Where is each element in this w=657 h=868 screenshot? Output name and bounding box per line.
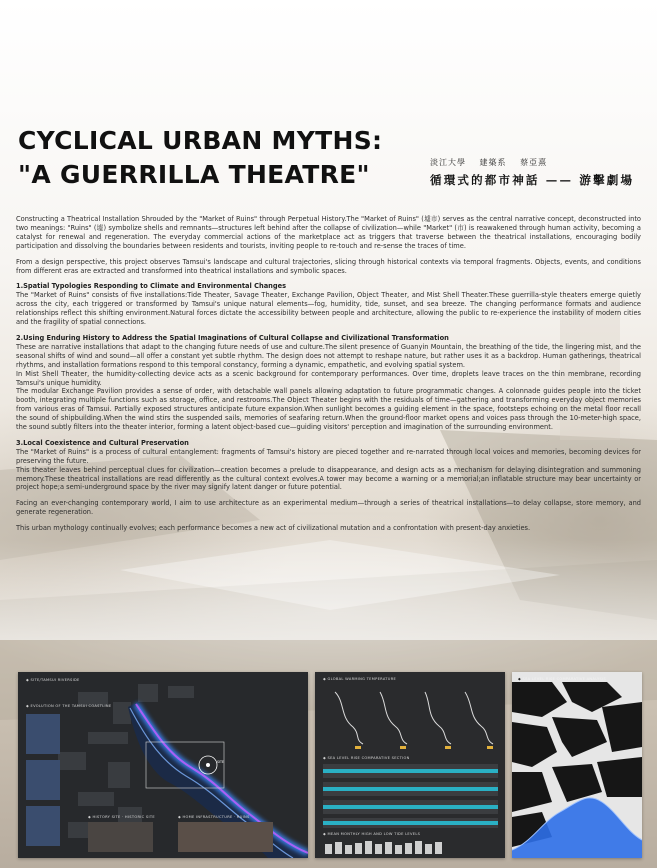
section-3-paragraph-2: This theater leaves behind perceptual clues for civilization—creation becomes a prelude to disappearance, and design acts as a mechanism for delaying disintegration and summoning memory.These theatrical installations are read differently as the cultural context evolves.A tower may become a warning or a memorial;an inflatable structure may bear uncertainty or project hope;a semi-underground space by the river may signify latent danger or future potential. [16, 465, 641, 492]
author-info [430, 157, 557, 168]
coastline-thumb-3 [26, 806, 60, 846]
section-2-heading: 2.Using Enduring History to Address the Spatial Imaginations of Cultural Collapse and Civilizational Transformation [16, 333, 449, 342]
section-2-paragraph-1: These are narrative installations that adapt to the changing future needs of use and culture.The silent presence of Guanyin Mountain, the breathing of the tide, the lingering mist, and the seasonal shifts of wind and sound—all offer a constant yet subtle rhythm. The design does not attempt to reshape nature, but rather uses it as a backdrop. Human gatherings, theatrical rhythms, and installation formations respond to this temporal constancy, forming a dynamic, empathetic, and evolving spatial system. [16, 342, 641, 369]
intro-paragraph-1: Constructing a Theatrical Installation Shrouded by the "Market of Ruins" through Perpetual History.The "Market of Ruins" (墟市) serves as the central narrative concept, deconstructed into two meanings: "Ruins" (墟) symbolize shells and remnants—structures left behind after the collapse of civilization—while "Market" (市) is reawakened through human activity, becoming a catalyst for renewal and regeneration. The everyday commercial actions of the marketplace act as triggers that traverse between the theatrical installations, encouraging bodily participation and dissolving the boundaries between residents and tourists, inviting people to re-touch and re-sense the traces of time. [16, 215, 641, 250]
tide-label: ◆ MEAN MONTHLY HIGH AND LOW TIDE LEVELS [323, 832, 420, 836]
site-map [18, 672, 308, 858]
closing-paragraph-2: This urban mythology continually evolves; each performance becomes a new act of civilizational mutation and a confrontation with present-day anxieties. [16, 524, 531, 533]
coastline-diagrams [315, 682, 505, 752]
site-tag: SITE [217, 760, 224, 764]
section-1-paragraph: The "Market of Ruins" consists of five installations:Tide Theater, Savage Theater, Exchange Pavilion, Object Theater, and Mist Shell Theater.These guerrilla-style theaters emerge quietly across the city, each triggered or transformed by Tamsui's unique natural elements—fog, humidity, tide, sunset, and sea breeze. The changing performance formats and audience relationships reflect this shifting environment.Natural forces dictate the accessibility between people and architecture, allowing the public to re-experience the instability of modern cities and the fragility of spatial connections. [16, 291, 641, 327]
history-site-label: ◆ HISTORY SITE · HISTORIC SITE [88, 815, 155, 819]
sea-level-map-panel [512, 672, 642, 858]
title-line-2: "A GUERRILLA THEATRE" [18, 160, 370, 189]
section-strip-1 [323, 764, 498, 778]
sea-rise-label: ◆ SEA LEVEL RISE COMPARATIVE SECTION [323, 756, 410, 760]
site-label: ◆ SITE/TAMSUI RIVERSIDE [26, 678, 80, 682]
section-2 [16, 334, 641, 432]
section-1 [16, 282, 641, 327]
section-3-paragraph-1: The "Market of Ruins" is a process of cultural entanglement: fragments of Tamsui's history are pieced together and re-narrated through local voices and memories, becoming devices for preserving the future. [16, 447, 641, 465]
coastline-thumb-1 [26, 714, 60, 754]
section-3-heading: 3.Local Coexistence and Cultural Preservation [16, 438, 189, 447]
section-3 [16, 439, 641, 492]
section-strip-4 [323, 818, 498, 828]
section-strip-3 [323, 800, 498, 814]
section-1-heading: 1.Spatial Typologies Responding to Climate and Environmental Changes [16, 282, 287, 291]
title-line-1: CYCLICAL URBAN MYTHS: [18, 126, 383, 155]
climate-diagram-panel [315, 672, 505, 858]
sea-level-label: ◆ SEA LEVEL RISE COMPARATIVE ANALYSIS [518, 677, 606, 681]
section-strip-2 [323, 782, 498, 796]
warming-label: ◆ GLOBAL WARMING TEMPERATURE [323, 677, 396, 681]
closing-paragraph-1: Facing an ever-changing contemporary world, I aim to use architecture as an experimental medium—through a series of theatrical installations—to delay collapse, store memory, and generate regeneration. [16, 499, 641, 517]
site-map-panel [18, 672, 308, 858]
section-2-paragraph-3: The modular Exchange Pavilion provides a sense of order, with detachable wall panels allowing adaptation to future programmatic changes. A colonnade guides people into the ticket booth, integrating multiple functions such as storage, office, and restrooms.The Object Theater begins with the residuals of time—gathering and transforming everyday object memories from various eras of Tamsui. Partially exposed structures anticipate future expansion.When sunlight becomes a guiding element in the space, footsteps echoing on the metal floor recall the sound of shipbuilding.When the wind stirs the suspended sails, memories of seafaring return.When the ground-floor market opens and voices pass through the 10-meter-high space, the sound subtly filters into the theater interior, forming a latent object-based cue—guiding visitors' perception and imagination of the surrounding environment. [16, 387, 641, 432]
project-title [18, 124, 382, 192]
intro-paragraph-2: From a design perspective, this project observes Tamsui's landscape and cultural trajectories, slicing through historical contexts via temporal fragments. Objects, events, and conditions from different eras are extracted and transformed into theatrical installations and symbolic spaces. [16, 257, 641, 275]
section-2-paragraph-2: In Mist Shell Theater, the humidity-collecting device acts as a scenic background for contemporary performances. Over time, droplets leave traces on the thin membrane, recording Tamsui's unique humidity. [16, 369, 641, 387]
project-description [16, 215, 641, 540]
infrastructure-label: ◆ HOME INFRASTRUCTURE · RUINS [178, 815, 250, 819]
chinese-title: 循環式的都市神話 —— 游擊劇場 [430, 173, 635, 187]
author-name: 蔡亞熹 [520, 158, 548, 167]
sea-level-map [512, 672, 642, 858]
coastline-thumb-2 [26, 760, 60, 800]
department-name: 建築系 [479, 158, 507, 167]
evolution-label: ◆ EVOLUTION OF THE TAMSUI COASTLINE [26, 704, 111, 708]
university-name: 淡江大學 [430, 158, 466, 167]
tide-graph [315, 838, 505, 858]
